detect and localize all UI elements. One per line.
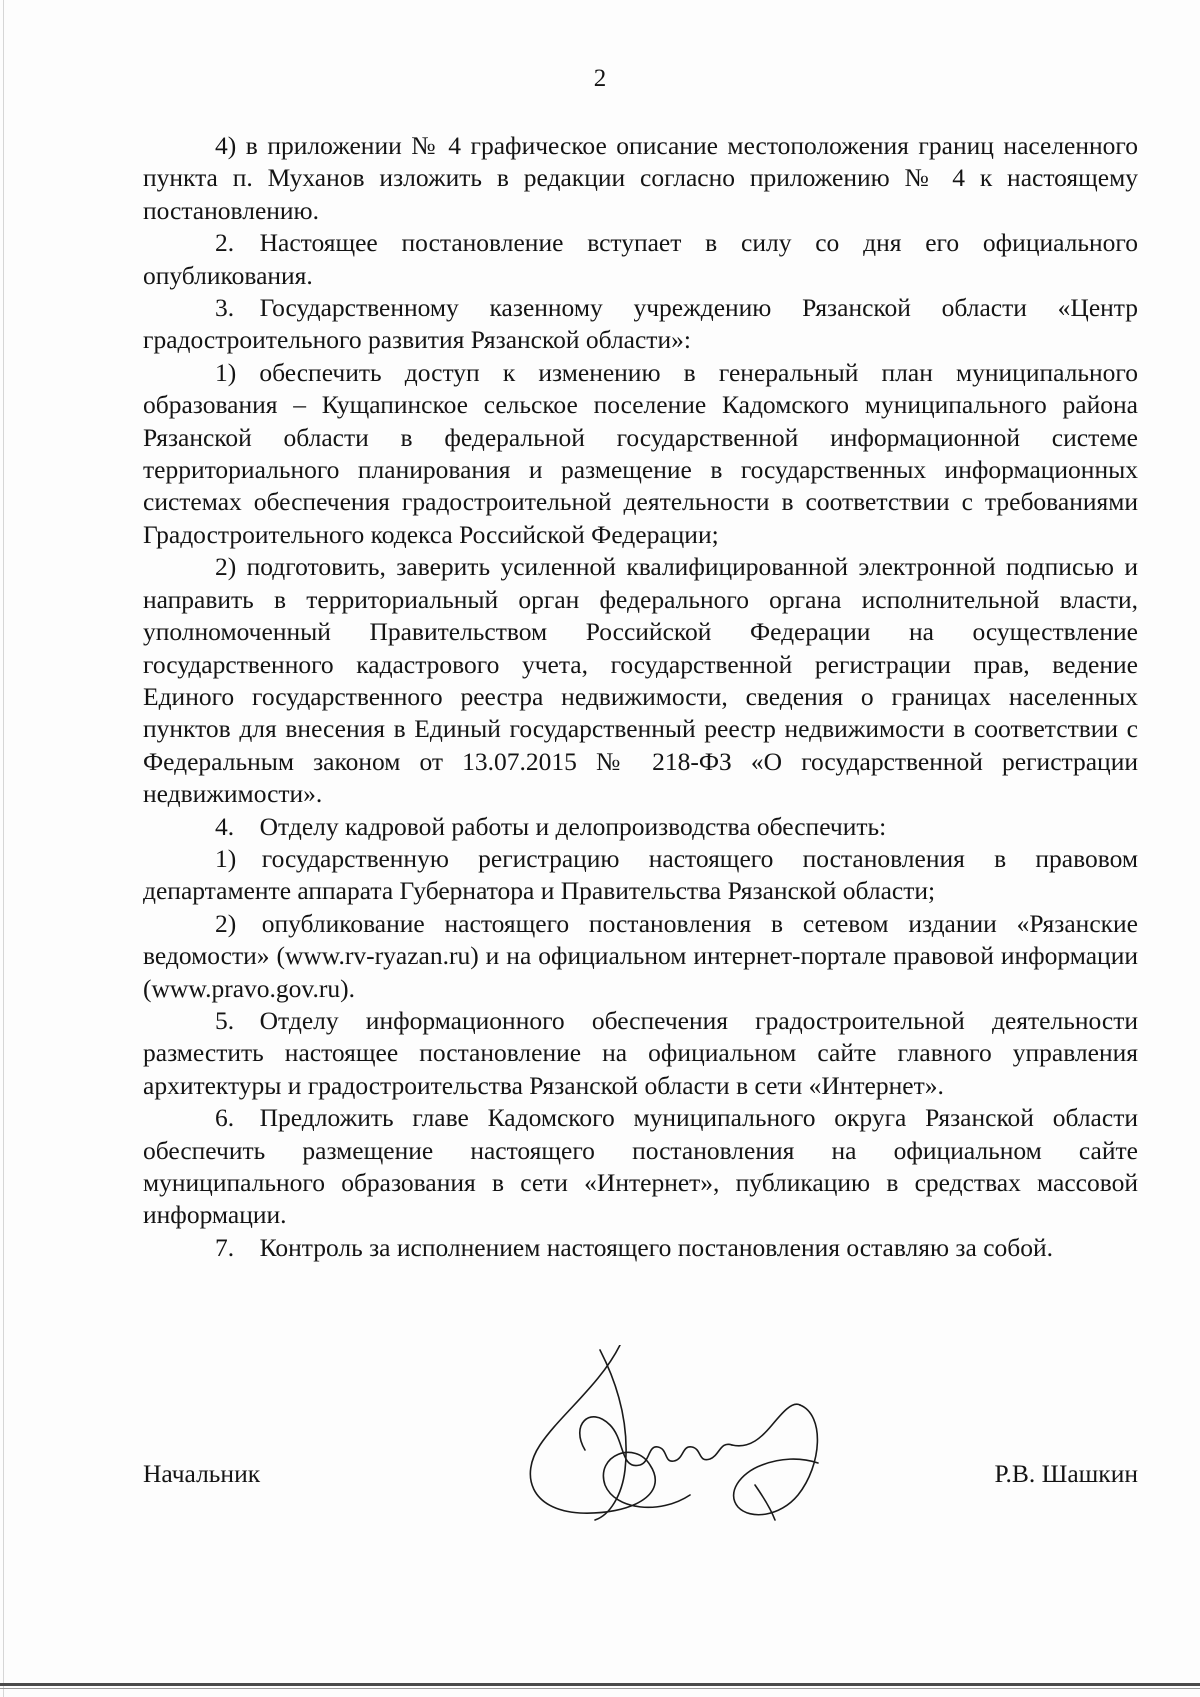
- paragraph-2-entry-into-force: 2. Настоящее постановление вступает в силу со дня его официального опубликования.: [143, 228, 1138, 290]
- signer-name: Р.В. Шашкин: [994, 1459, 1138, 1488]
- paragraph-3-subitem-1: 1) обеспечить доступ к изменению в генеральный план муниципального образования – Кущапинское сельское поселение Кадомского муниципального района Рязанской области в федеральной государственной информационной системе территориального планирования и размещение в государственных информационных системах обеспечения градостроительной деятельности в соответствии с требованиями Градостроительного кодекса Российской Федерации;: [143, 357, 1138, 549]
- page-number: 2: [593, 65, 607, 92]
- signer-title: Начальник: [143, 1459, 261, 1488]
- paragraph-3-state-institution: 3. Государственному казенному учреждению Рязанской области «Центр градостроительного развития Рязанской области»:: [143, 293, 1138, 355]
- document-body: [143, 130, 1138, 1264]
- paragraph-4-subitem-2: 2) опубликование настоящего постановления в сетевом издании «Рязанские ведомости» (www.rv-ryazan.ru) и на официальном интернет-портале правовой информации (www.pravo.gov.ru).: [143, 908, 1138, 1003]
- scan-edge-bottom-light: [0, 1688, 1200, 1689]
- paragraph-5-information-department: 5. Отделу информационного обеспечения градостроительной деятельности разместить настоящее постановление на официальном сайте главного управления архитектуры и градостроительства Рязанской области в сети «Интернет».: [143, 1005, 1138, 1100]
- handwritten-signature: [500, 1345, 840, 1525]
- paragraph-item-4-appendix: 4) в приложении № 4 графическое описание местоположения границ населенного пункта п. Муханов изложить в редакции согласно приложению № 4 к настоящему постановлению.: [143, 131, 1138, 225]
- scan-edge-bottom: [0, 1683, 1200, 1686]
- paragraph-4-subitem-1: 1) государственную регистрацию настоящего постановления в правовом департаменте аппарата Губернатора и Правительства Рязанской области;: [143, 843, 1138, 906]
- signature-block: [143, 1458, 1138, 1498]
- paragraph-7-control: 7. Контроль за исполнением настоящего постановления оставляю за собой.: [215, 1232, 1054, 1262]
- paragraph-4-hr-department: 4. Отделу кадровой работы и делопроизводства обеспечить:: [215, 811, 887, 841]
- paragraph-3-subitem-2: 2) подготовить, заверить усиленной квалифицированной электронной подписью и направить в территориальный орган федерального органа исполнительной власти, уполномоченный Правительством Российской Федерации на осуществление государственного кадастрового учета, государственной регистрации прав, ведение Единого государственного реестра недвижимости, сведения о границах населенных пунктов для внесения в Единый государственный реестр недвижимости в соответствии с Федеральным законом от 13.07.2015 № 218-ФЗ «О государственной регистрации недвижимости».: [143, 552, 1138, 809]
- paragraph-6-municipal-head: 6. Предложить главе Кадомского муниципального округа Рязанской области обеспечить размещение настоящего постановления на официальном сайте муниципального образования в сети «Интернет», публикацию в средствах массовой информации.: [143, 1103, 1138, 1230]
- scan-edge-left: [3, 0, 4, 1697]
